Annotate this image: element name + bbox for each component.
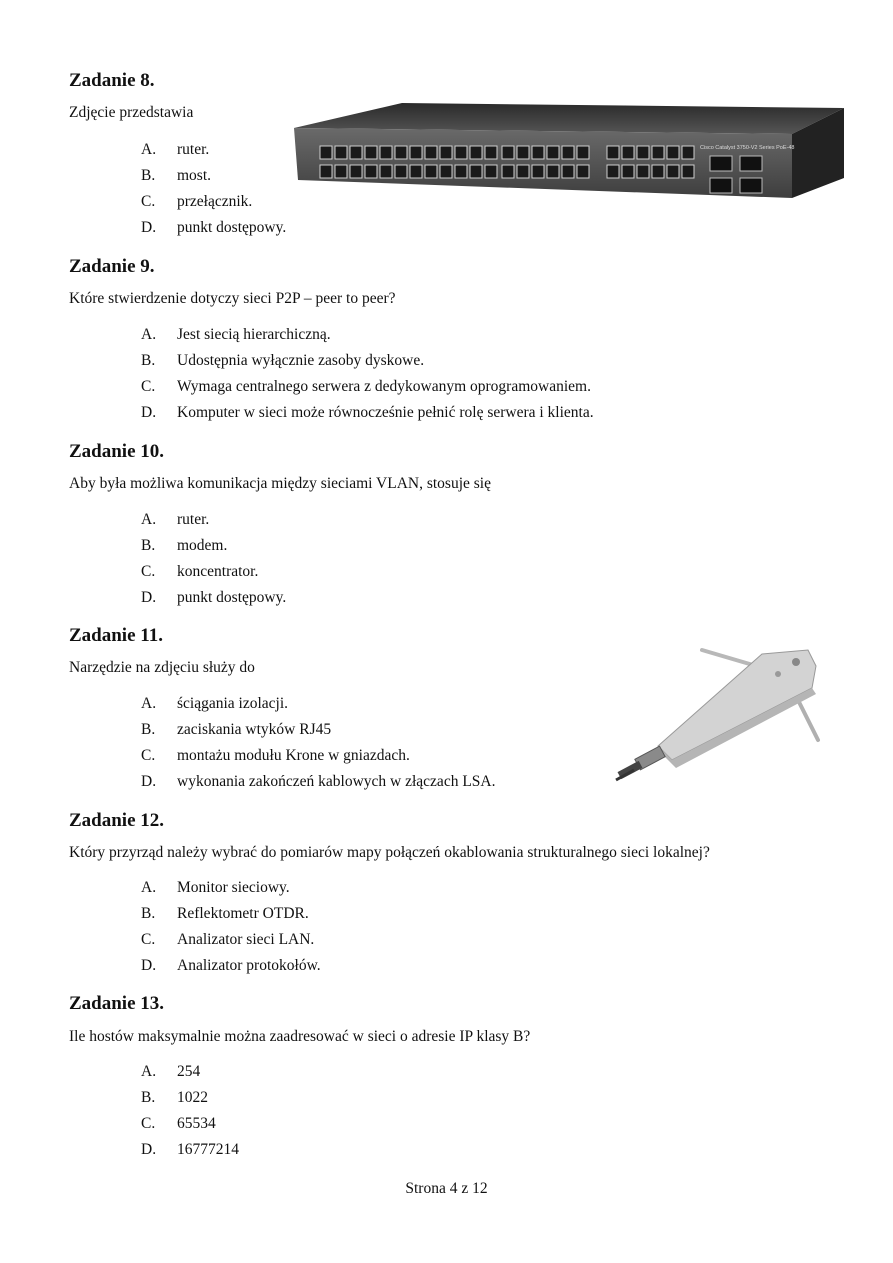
switch-port <box>532 165 544 178</box>
switch-port <box>637 165 649 178</box>
answer-letter: D. <box>141 773 157 790</box>
task-13-title: Zadanie 13. <box>69 993 165 1014</box>
answer-option[interactable] <box>141 533 286 559</box>
switch-port <box>410 146 422 159</box>
answer-text: punkt dostępowy. <box>177 219 287 236</box>
switch-port <box>350 165 362 178</box>
answer-text: 16777214 <box>177 1141 239 1158</box>
answer-text: przełącznik. <box>177 193 253 210</box>
answer-letter: C. <box>141 747 156 764</box>
answer-text: Jest siecią hierarchiczną. <box>177 326 331 343</box>
answer-text: Komputer w sieci może równocześnie pełnić rolę serwera i klienta. <box>177 404 594 421</box>
sfp-port <box>740 156 762 171</box>
answer-letter: B. <box>141 1089 156 1106</box>
task-9-title: Zadanie 9. <box>69 256 155 277</box>
answer-text: ruter. <box>177 141 210 158</box>
answer-letter: B. <box>141 721 156 738</box>
answer-letter: C. <box>141 193 156 210</box>
task-11-answers <box>141 691 495 795</box>
switch-port <box>502 146 514 159</box>
answer-text: ściągania izolacji. <box>177 695 289 712</box>
answer-text: koncentrator. <box>177 563 259 580</box>
switch-port <box>335 165 347 178</box>
answer-letter: B. <box>141 352 156 369</box>
answer-option[interactable] <box>141 215 286 241</box>
answer-letter: A. <box>141 879 157 896</box>
switch-port <box>667 165 679 178</box>
switch-port <box>517 165 529 178</box>
answer-text: montażu modułu Krone w gniazdach. <box>177 747 410 764</box>
answer-text: zaciskania wtyków RJ45 <box>177 721 332 738</box>
task-8-question: Zdjęcie przedstawia <box>69 104 194 121</box>
answer-option[interactable] <box>141 875 321 901</box>
answer-text: Monitor sieciowy. <box>177 879 290 896</box>
answer-letter: A. <box>141 1063 157 1080</box>
task-13-answers <box>141 1059 239 1163</box>
switch-port <box>577 165 589 178</box>
answer-option[interactable] <box>141 1059 239 1085</box>
switch-brand-label: Cisco Catalyst 3750-V2 Series PoE-48 <box>700 145 795 151</box>
task-12-title: Zadanie 12. <box>69 810 165 831</box>
switch-port <box>682 165 694 178</box>
answer-option[interactable] <box>141 585 286 611</box>
answer-option[interactable] <box>141 348 594 374</box>
network-switch-image <box>292 100 848 202</box>
answer-letter: A. <box>141 326 157 343</box>
answer-letter: D. <box>141 957 157 974</box>
task-12-answers <box>141 875 321 979</box>
answer-option[interactable] <box>141 163 286 189</box>
answer-text: ruter. <box>177 511 210 528</box>
answer-text: Wymaga centralnego serwera z dedykowanym oprogramowaniem. <box>177 378 591 395</box>
answer-option[interactable] <box>141 374 594 400</box>
answer-letter: C. <box>141 563 156 580</box>
answer-letter: C. <box>141 931 156 948</box>
page-footer: Strona 4 z 12 <box>405 1180 488 1197</box>
answer-text: Reflektometr OTDR. <box>177 905 309 922</box>
switch-port <box>440 165 452 178</box>
task-10-question: Aby była możliwa komunikacja między sieciami VLAN, stosuje się <box>69 475 491 492</box>
switch-port <box>652 146 664 159</box>
answer-option[interactable] <box>141 743 495 769</box>
switch-port <box>335 146 347 159</box>
answer-letter: A. <box>141 695 157 712</box>
switch-port <box>320 165 332 178</box>
switch-port <box>562 165 574 178</box>
answer-option[interactable] <box>141 691 495 717</box>
answer-option[interactable] <box>141 717 495 743</box>
answer-text: Analizator protokołów. <box>177 957 321 974</box>
switch-port <box>395 165 407 178</box>
switch-port <box>485 146 497 159</box>
switch-port <box>517 146 529 159</box>
network-switch-icon <box>292 100 848 202</box>
task-11-question: Narzędzie na zdjęciu służy do <box>69 659 255 676</box>
switch-port <box>485 165 497 178</box>
task-9-answers <box>141 322 594 426</box>
answer-option[interactable] <box>141 137 286 163</box>
sfp-port <box>710 178 732 193</box>
switch-port <box>380 146 392 159</box>
punch-down-tool-icon <box>612 642 824 794</box>
sfp-port <box>710 156 732 171</box>
task-8-answers <box>141 137 286 241</box>
switch-port <box>395 146 407 159</box>
answer-letter: B. <box>141 905 156 922</box>
switch-port <box>365 146 377 159</box>
switch-port <box>607 165 619 178</box>
answer-letter: A. <box>141 511 157 528</box>
answer-option[interactable] <box>141 559 286 585</box>
answer-letter: D. <box>141 589 157 606</box>
answer-text: Analizator sieci LAN. <box>177 931 315 948</box>
answer-option[interactable] <box>141 1111 239 1137</box>
task-11-title: Zadanie 11. <box>69 625 163 646</box>
answer-letter: D. <box>141 404 157 421</box>
answer-option[interactable] <box>141 507 286 533</box>
answer-option[interactable] <box>141 1085 239 1111</box>
switch-port <box>425 165 437 178</box>
task-8-title: Zadanie 8. <box>69 70 155 91</box>
switch-port <box>622 165 634 178</box>
switch-port <box>470 165 482 178</box>
answer-letter: B. <box>141 537 156 554</box>
switch-port <box>562 146 574 159</box>
switch-port <box>637 146 649 159</box>
answer-text: wykonania zakończeń kablowych w złączach LSA. <box>177 773 496 790</box>
switch-port <box>667 146 679 159</box>
task-13-question: Ile hostów maksymalnie można zaadresować w sieci o adresie IP klasy B? <box>69 1028 531 1045</box>
answer-option[interactable] <box>141 1137 239 1163</box>
switch-port <box>410 165 422 178</box>
answer-text: most. <box>177 167 212 184</box>
answer-option[interactable] <box>141 322 594 348</box>
answer-text: punkt dostępowy. <box>177 589 287 606</box>
switch-port <box>455 165 467 178</box>
task-10-answers <box>141 507 286 611</box>
switch-port <box>547 146 559 159</box>
sfp-port <box>740 178 762 193</box>
answer-text: 1022 <box>177 1089 208 1106</box>
switch-port <box>577 146 589 159</box>
switch-port <box>532 146 544 159</box>
answer-option[interactable] <box>141 901 321 927</box>
answer-option[interactable] <box>141 769 495 795</box>
switch-port <box>682 146 694 159</box>
answer-text: 65534 <box>177 1115 216 1132</box>
switch-port <box>547 165 559 178</box>
switch-port <box>622 146 634 159</box>
answer-letter: A. <box>141 141 157 158</box>
answer-option[interactable] <box>141 189 286 215</box>
answer-letter: D. <box>141 1141 157 1158</box>
switch-port <box>470 146 482 159</box>
switch-port <box>652 165 664 178</box>
switch-port <box>502 165 514 178</box>
answer-option[interactable] <box>141 400 594 426</box>
answer-letter: C. <box>141 378 156 395</box>
answer-text: modem. <box>177 537 228 554</box>
switch-port <box>320 146 332 159</box>
switch-port <box>425 146 437 159</box>
answer-letter: D. <box>141 219 157 236</box>
switch-port <box>380 165 392 178</box>
switch-port <box>440 146 452 159</box>
task-9-question: Które stwierdzenie dotyczy sieci P2P – peer to peer? <box>69 290 396 307</box>
answer-letter: C. <box>141 1115 156 1132</box>
answer-letter: B. <box>141 167 156 184</box>
answer-option[interactable] <box>141 953 321 979</box>
switch-port <box>365 165 377 178</box>
answer-text: Udostępnia wyłącznie zasoby dyskowe. <box>177 352 425 369</box>
switch-port <box>607 146 619 159</box>
punch-down-tool-image <box>612 642 824 794</box>
answer-text: 254 <box>177 1063 201 1080</box>
task-12-question: Który przyrząd należy wybrać do pomiarów mapy połączeń okablowania strukturalnego sieci lokalnej? <box>69 844 710 861</box>
switch-port <box>455 146 467 159</box>
switch-port <box>350 146 362 159</box>
answer-option[interactable] <box>141 927 321 953</box>
task-10-title: Zadanie 10. <box>69 441 165 462</box>
